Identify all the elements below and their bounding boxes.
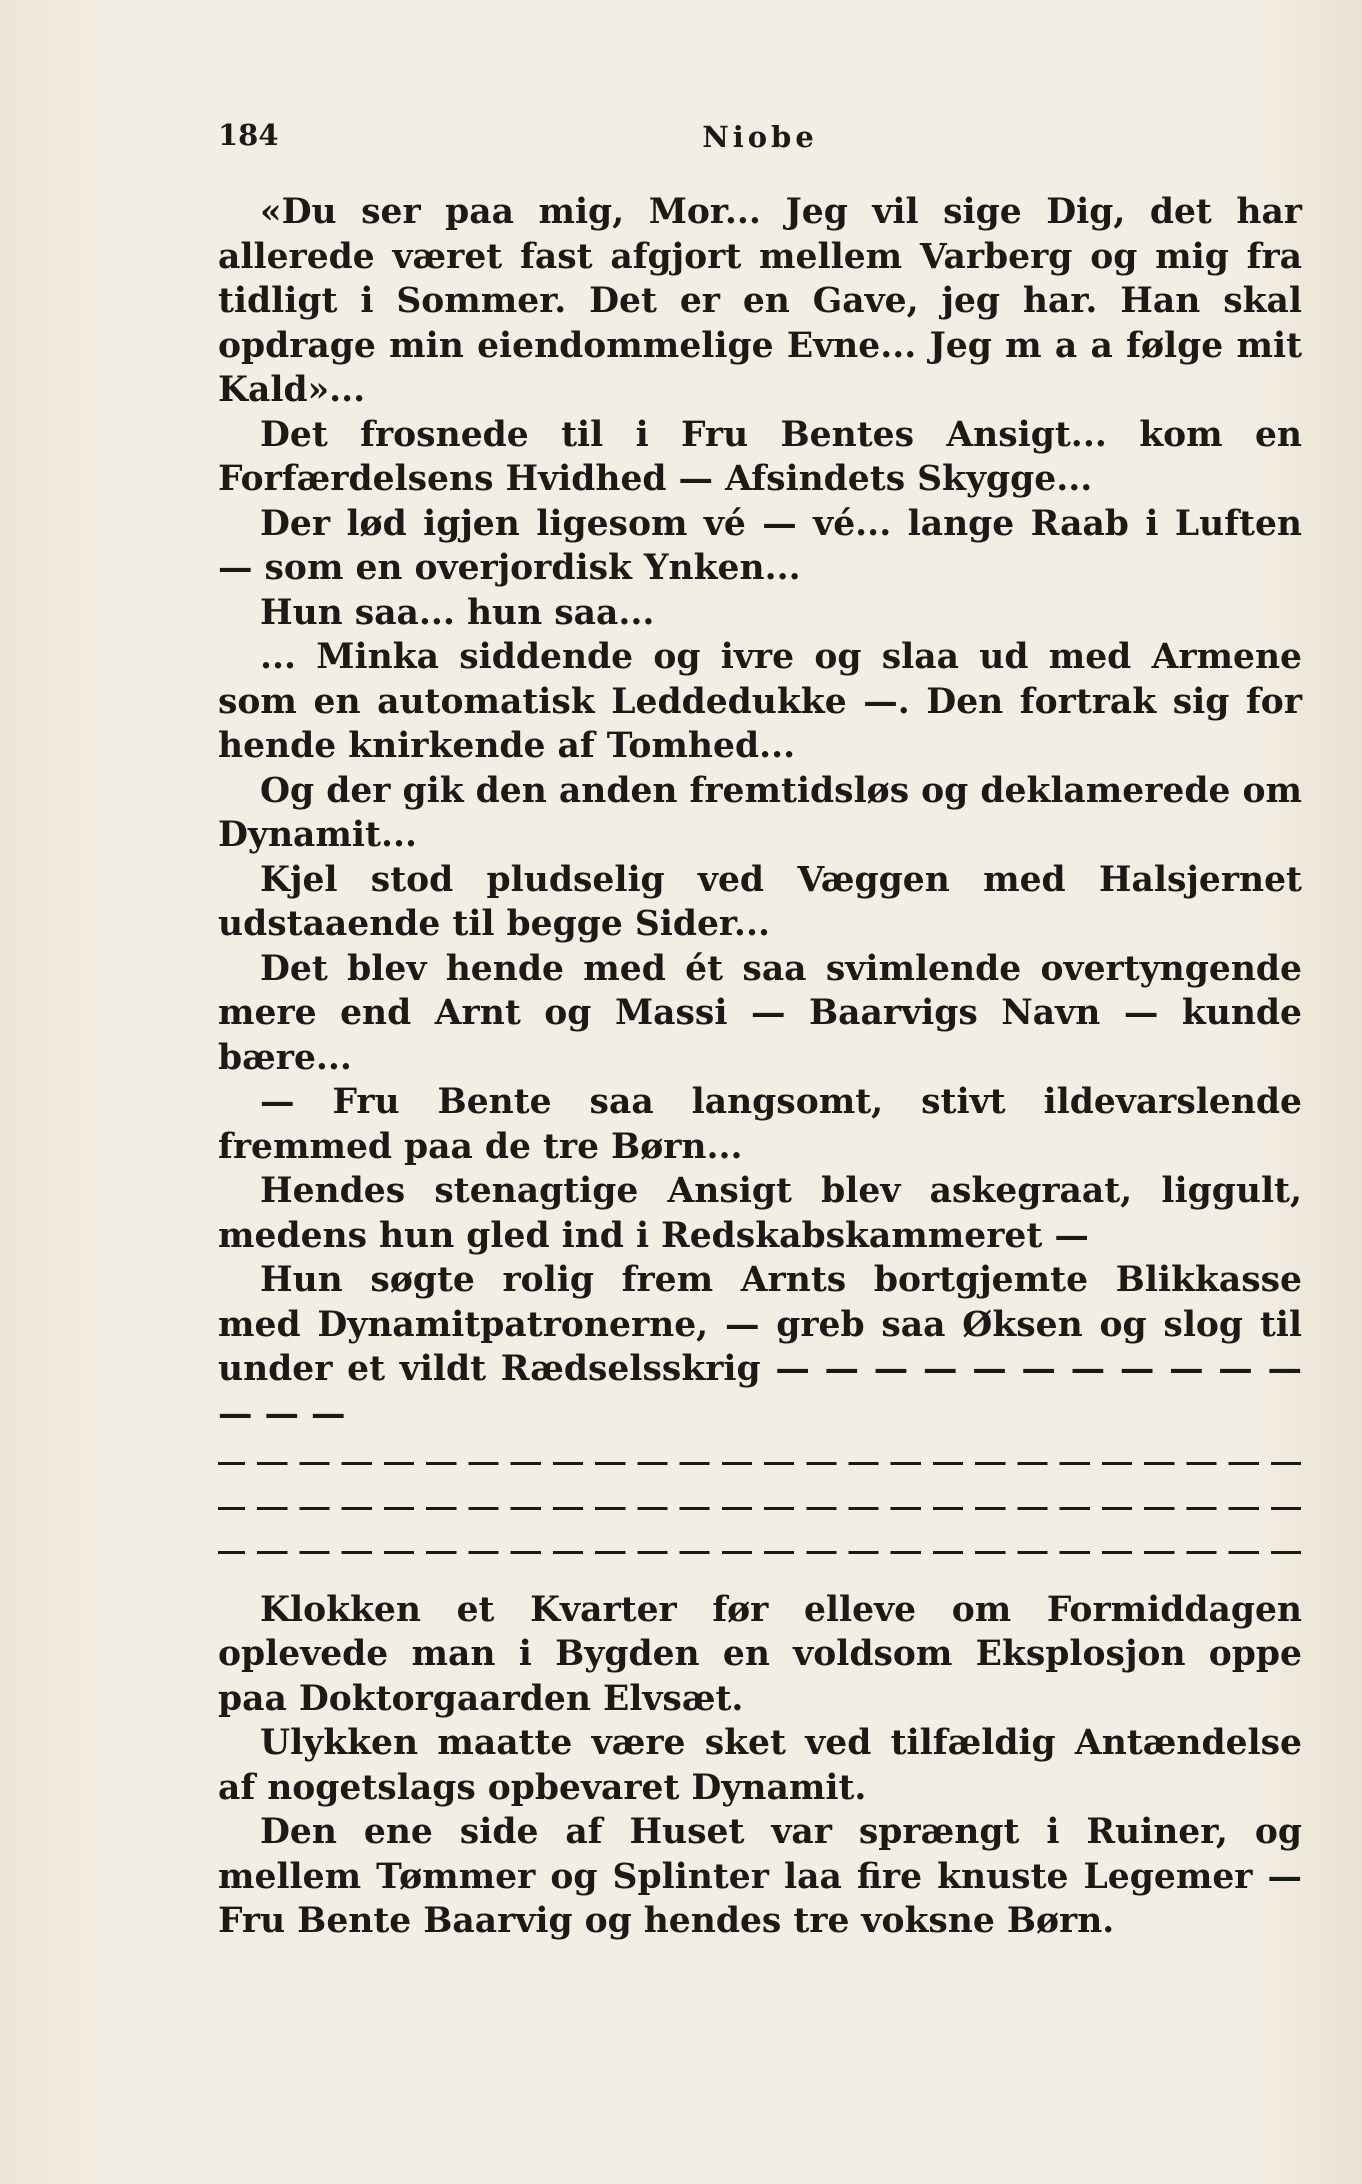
paragraph: Den ene side af Huset var sprængt i Ruiner, og mellem Tømmer og Splinter laa fire knuste Legemer — Fru Bente Baarvig og hendes tre voksne Børn.: [218, 1812, 1302, 1941]
paragraph: Det blev hende med ét saa svimlende overtyngende mere end Arnt og Massi — Baarvigs Navn — kunde bære...: [218, 948, 1302, 1078]
paragraph: Hun saa... hun saa...: [260, 592, 655, 633]
paragraph: Klokken et Kvarter før elleve om Formiddagen oplevede man i Bygden en voldsom Eksplosjon oppe paa Doktorgaarden Elvsæt.: [218, 1589, 1302, 1719]
paragraph: ... Minka siddende og ivre og slaa ud med Armene som en automatisk Leddedukke —. Den fortrak sig for hende knirkende af Tomhed...: [218, 637, 1302, 766]
running-title: Niobe: [702, 120, 818, 154]
paragraph: Hun søgte rolig frem Arnts bortgjemte Blikkasse med Dynamitpatronerne, — greb saa Øksen og slog til under et vildt Rædselsskrig — — — — — — — — — — — — — —: [218, 1260, 1302, 1434]
dash-rule: [218, 1525, 1302, 1570]
paragraph: Der lød igjen ligesom vé — vé... lange Raab i Luften — som en overjordisk Ynken...: [218, 503, 1302, 588]
page-header: [218, 118, 1302, 162]
paragraph: Hendes stenagtige Ansigt blev askegraat, liggult, medens hun gled ind i Redskabskammeret —: [218, 1171, 1302, 1256]
paragraph: «Du ser paa mig, Mor... Jeg vil sige Dig, det har allerede været fast afgjort mellem Varberg og mig fra tidligt i Sommer. Det er en Gave, jeg har. Han skal opdrage min eiendommelige Evne... Jeg m a a følge mit Kald»...: [218, 192, 1302, 410]
paragraph: Det frosnede til i Fru Bentes Ansigt... kom en Forfærdelsens Hvidhed — Afsindets Skygge...: [218, 414, 1302, 499]
dash-rule: [218, 1481, 1302, 1526]
page-number: 184: [218, 118, 279, 152]
body-text: [218, 190, 1302, 1944]
paragraph: Ulykken maatte være sket ved tilfældig Antændelse af nogetslags opbevaret Dynamit.: [218, 1723, 1302, 1808]
paragraph: Og der gik den anden fremtidsløs og deklamerede om Dynamit...: [218, 770, 1302, 855]
section-gap: [218, 1570, 1302, 1588]
paragraph: Kjel stod pludselig ved Væggen med Halsjernet udstaaende til begge Sider...: [218, 859, 1302, 944]
dash-rule: [218, 1436, 1302, 1481]
paragraph: — Fru Bente saa langsomt, stivt ildevarslende fremmed paa de tre Børn...: [218, 1082, 1302, 1167]
